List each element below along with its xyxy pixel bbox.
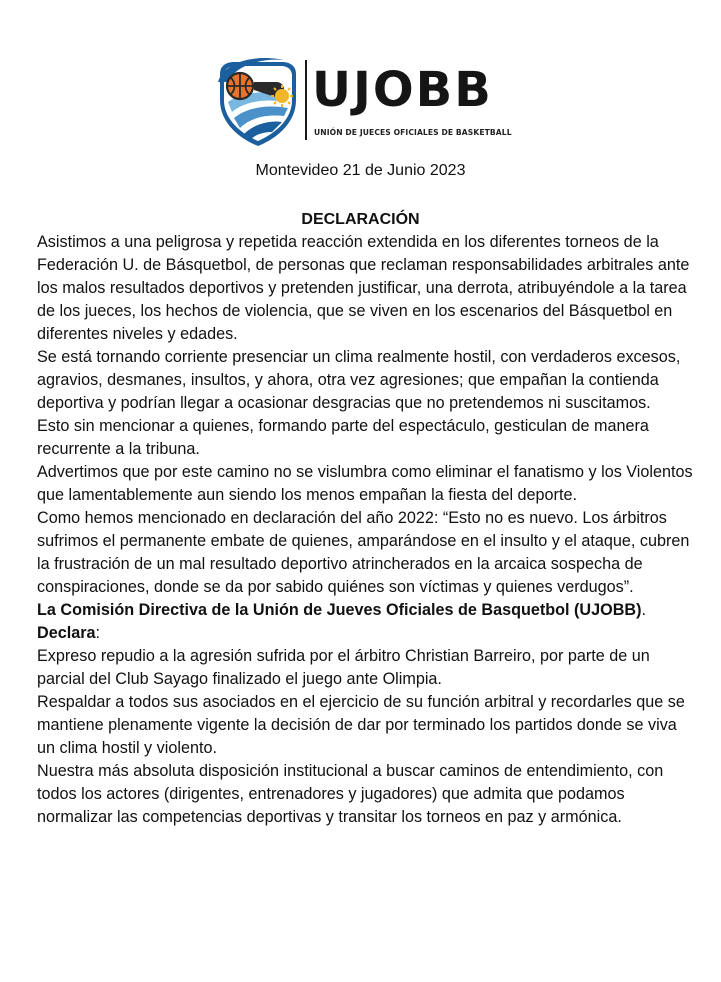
commission-period: .	[641, 601, 646, 619]
declares-label: Declara	[37, 624, 96, 642]
commission-statement: La Comisión Directiva de la Unión de Jueves Oficiales de Basquetbol (UJOBB)	[37, 601, 642, 619]
logo-tagline: UNIÓN DE JUECES OFICIALES DE BASKETBALL	[314, 128, 512, 137]
ujobb-emblem-logo	[214, 52, 302, 148]
declares-line	[37, 622, 697, 645]
paragraph: Asistimos a una peligrosa y repetida reacción extendida en los diferentes torneos de la Federación U. de Básquetbol, de personas que reclaman responsabilidades arbitrales ante los malos resultados deportivos y pretenden justificar, una derrota, atribuyéndole a la tarea de los jueces, los hechos de violencia, que se viven en los escenarios del Básquetbol en diferentes niveles y edades.	[37, 233, 690, 343]
document-body	[37, 231, 697, 829]
document-date: Montevideo 21 de Junio 2023	[255, 162, 466, 179]
logo-divider	[305, 60, 307, 140]
resolution-item: Expreso repudio a la agresión sufrida por el árbitro Christian Barreiro, por parte de un parcial del Club Sayago finalizado el juego ante Olimpia.	[37, 647, 650, 688]
commission-statement-line	[37, 599, 697, 622]
paragraph: Se está tornando corriente presenciar un clima realmente hostil, con verdaderos excesos, agravios, desmanes, insultos, y ahora, otra vez agresiones; que empañan la contienda deportiva y podrían llegar a ocasionar desgracias que no pretendemos ni suscitamos.	[37, 348, 681, 412]
paragraph: Advertimos que por este camino no se vislumbra como eliminar el fanatismo y los Violentos que lamentablemente aun siendo los menos empañan la fiesta del deporte.	[37, 463, 693, 504]
declares-colon: :	[95, 624, 100, 642]
letterhead	[0, 52, 721, 148]
resolution-item: Nuestra más absoluta disposición institucional a buscar caminos de entendimiento, con todos los actores (dirigentes, entrenadores y jugadores) que admita que podamos normalizar las competencias deportivas y transitar los torneos en paz y armónica.	[37, 762, 664, 826]
paragraph: Como hemos mencionado en declaración del año 2022: “Esto no es nuevo. Los árbitros sufrimos el permanente embate de quienes, amparándose en el insulto y el ataque, cubren la frustración de un mal resultado deportivo atrincherados en la arcaica sospecha de conspiraciones, donde se da por sabido quiénes son víctimas y quienes verdugos”.	[37, 509, 690, 596]
resolution-item: Respaldar a todos sus asociados en el ejercicio de su función arbitral y recordarles que se mantiene plenamente vigente la decisión de dar por terminado los partidos donde se viva un clima hostil y violento.	[37, 693, 685, 757]
paragraph: Esto sin mencionar a quienes, formando parte del espectáculo, gesticulan de manera recurrente a la tribuna.	[37, 417, 649, 458]
logo-wordmark: UJOBB	[312, 62, 493, 118]
document-title: DECLARACIÓN	[301, 211, 420, 228]
